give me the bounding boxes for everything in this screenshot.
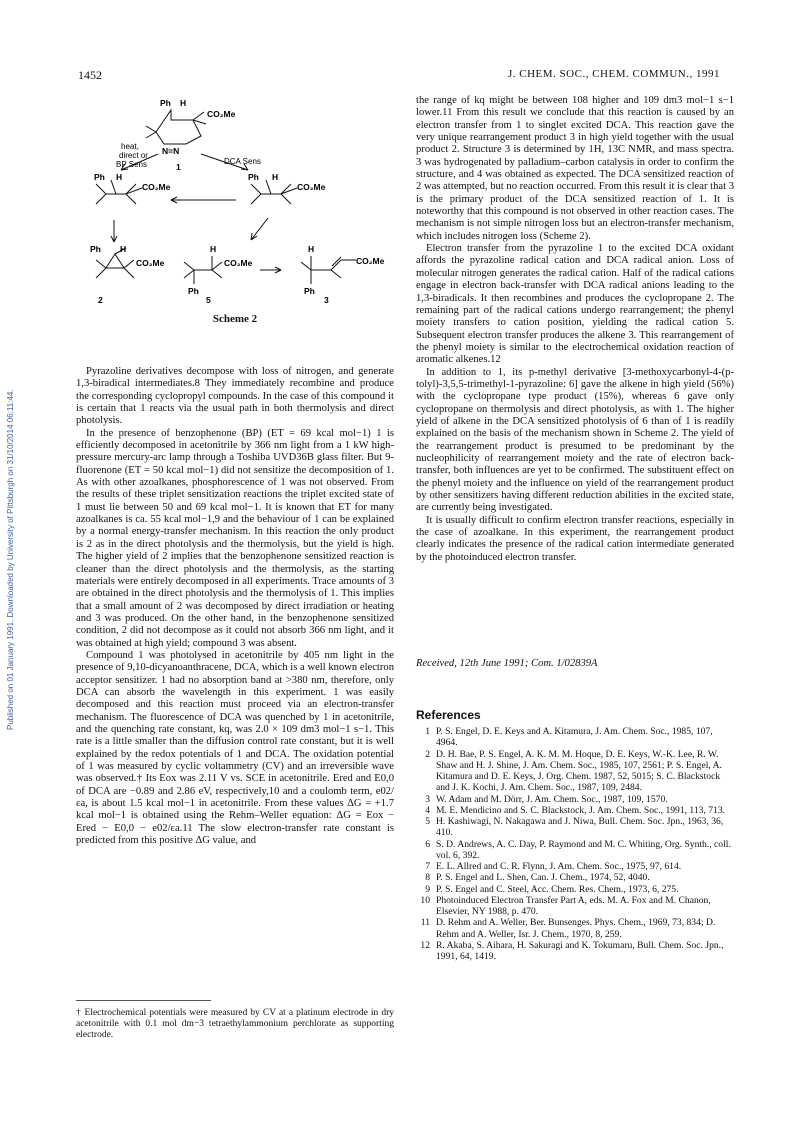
reference-item: 11 D. Rehm and A. Weller, Ber. Bunsenges. Phys. Chem., 1969, 73, 834; D. Rehm and A. Weller, Isr. J. Chem., 1970, 8, 259. (420, 917, 716, 940)
reference-item: 2 D. H. Bae, P. S. Engel, A. K. M. M. Hoque, D. E. Keys, W.-K. Lee, R. W. Shaw and H. J. Shine, J. Am. Chem. Soc., 1985, 107, 2561; P. S. Engel, A. Kitamura and D. E. Keys, J. Org. Chem. 1987, 52, 5015; S. C. Blackstock and J. K. Kochi, J. Am. Chem. Soc., 1987, 109, 2484. (425, 748, 722, 794)
scheme-direct: direct or (119, 151, 148, 160)
scheme-co2me-5: CO₂Me (224, 258, 253, 268)
scheme-co2me-3: CO₂Me (297, 182, 326, 192)
footnote: † Electrochemical potentials were measured by CV at a platinum electrode in dry acetonitrile with 0.1 mol dm−3 tetraethylammonium perchlorate as supporting electrode. (76, 1008, 394, 1040)
left-paragraph-3: Compound 1 was photolysed in acetonitrile by 405 nm light in the presence of 9,10-dicyanoanthracene, DCA, which is a well known electron acceptor sensitizer. 1 had no absorption band at >380 nm, therefore, only DCA can absorb the wavelength in this experiment. 1 was easily decomposed and this reaction must proceed via an electron-transfer mechanism. The fluorescence of DCA was quenched by 1 in acetonitrile, and the quenching rate constant, kq, was 2.0 × 109 dm3 mol−1 s−1. This rate is a little smaller than the diffusion control rate constant, but it is well explained by the redox potentials of 1 and DCA. The oxidation potential of 1 was measured by cyclic voltammetry (CV) and an irreversible wave was observed.† Its Eox was 2.11 V vs. SCE in acetonitrile. Ered and E0,0 of DCA are −0.89 and 2.86 eV, respectively,10 and a coulomb term, e02/εa, is about 1.5 kcal mol−1 in acetonitrile. From these values ΔG = +1.7 kcal mol−1 is obtained using the Rehm–Weller equation: ΔG = Eox − Ered − E0,0 − e02/εa.11 The slow electron-transfer rate constant is predicted from this positive ΔG value, and (76, 649, 394, 847)
received-line: Received, 12th June 1991; Com. 1/02839A (416, 658, 598, 669)
scheme-h-6: H (308, 244, 315, 254)
right-paragraph-3: In addition to 1, its p-methyl derivative [3-methoxycarbonyl-4-(p-tolyl)-3,5,5-trimethyl-1-pyrazoline: 6] gave the alkene in high yield (56%) with the cyclopropane type product (15%), whereas 6 gave only cyclopropane on thermolysis and direct photolysis, as with 1. The higher yield of alkene in the DCA sensitized photolysis of 6 than of 1 is readily explained on the basis of the mechanism shown in Scheme 2. The yield of the rearrangement product is presumed to be predominant by the nucleophilicity of rearrangement moiety and the rate of electron back-transfer, both influences are yet to be confirmed. The substituent effect on the phenyl moiety and the influence on yield of the rearrangement product by other sensitizers having different reduction abilities in the excited state, are currently being investigated. (416, 366, 734, 514)
reference-item: 9 P. S. Engel and C. Steel, Acc. Chem. Res. Chem., 1973, 6, 275. (425, 883, 679, 895)
scheme-h-2: H (116, 172, 123, 182)
scheme-nn: N=N (162, 146, 180, 156)
scheme-co2me-4: CO₂Me (136, 258, 165, 268)
scheme-ph-4: Ph (90, 244, 101, 254)
scheme-label-1: 1 (176, 162, 181, 172)
reference-item: 1 P. S. Engel, D. E. Keys and A. Kitamura, J. Am. Chem. Soc., 1985, 107, 4964. (425, 726, 713, 749)
download-note: Published on 01 January 1991. Downloaded by University of Pittsburgh on 31/10/2014 06:11:44. (6, 389, 15, 730)
journal-header: J. CHEM. SOC., CHEM. COMMUN., 1991 (508, 68, 720, 80)
left-paragraph-1: Pyrazoline derivatives decompose with loss of nitrogen, and generate 1,3-biradical intermediates.8 They immediately recombine and produce the corresponding cyclopropyl compounds. In the case of this compound it is certain that 1 reacts via the usual path in both thermolysis and direct photolysis. (76, 366, 394, 427)
right-column (416, 95, 734, 564)
scheme-h-4: H (120, 244, 127, 254)
scheme-co2me-6: CO₂Me (356, 256, 385, 266)
left-paragraph-2: In the presence of benzophenone (BP) (ET = 69 kcal mol−1) 1 is efficiently decomposed in acetonitrile by 366 nm light from a 1 kW high-pressure mercury-arc lamp through a Toshiba UVD36B glass filter. But 9-fluorenone (ET = 50 kcal mol−1) did not sensitize the decomposition of 1. As with other azoalkanes, phosphorescence of 1 was not observed. From the results of these triplet sensitization reactions the triplet excited state of 1 must lie between 50 and 69 kcal mol−1. It is known that ET for many azoalkanes is ca. 55 kcal mol−1,9 and the behaviour of 1 can be explained by a normal energy-transfer mechanism. In this reaction the only product is 2 as in the direct photolysis and the thermolysis, but the yield is high. The higher yield of 2 implies that the benzophenone sensitized reaction is cleaner than the direct photolysis and the thermolysis, as the starting materials were entirely decomposed in all experiments. Trace amounts of 3 are obtained in the direct photolysis and the thermolysis of 1. This implies that a small amount of 2 was decomposed by direct irradiation or heating and 3 was produced. On the other hand, in the benzophenone sensitized condition, 2 did not decompose as it could not absorb 366 nm light, and it was obtained at high yield; compound 3 was absent. (76, 427, 395, 649)
reference-item: 6 S. D. Andrews, A. C. Day, P. Raymond and M. C. Whiting, Org. Synth., coll. vol. 6, 392. (425, 838, 731, 861)
references-list (416, 726, 734, 962)
reference-item: 10 Photoinduced Electron Transfer Part A, eds. M. A. Fox and M. Chanon, Elsevier, NY 1988, p. 470. (420, 894, 711, 917)
references-heading: References (416, 708, 481, 722)
scheme-2-diagram (76, 92, 394, 332)
reference-item: 5 H. Kashiwagi, N. Nakagawa and J. Niwa, Bull. Chem. Soc. Jpn., 1963, 36, 410. (425, 816, 724, 839)
scheme-dca: DCA Sens (224, 157, 261, 166)
right-paragraph-2: Electron transfer from the pyrazoline 1 to the excited DCA oxidant affords the pyrazoline radical cation and DCA radical anion. Loss of molecular nitrogen generates the radical cation. Half of the radical cations engage in electron back-transfer with DCA radical anions leading to the 1,3-biradicals. It then recombines and produces the cyclopropane 2. The remaining part of the radical cations undergo rearrangement; the phenyl moiety transfers to cation position, yielding the radical cation 5. Subsequent electron transfer produces the alkene 3. This rearrangement of the phenyl moiety is similar to the electrochemical oxidation reaction of aromatic alkenes.12 (416, 243, 734, 366)
page-number: 1452 (78, 68, 102, 82)
footnote-rule (76, 1000, 211, 1001)
scheme-co2me-1: CO₂Me (207, 109, 236, 119)
scheme-caption: Scheme 2 (212, 313, 258, 325)
scheme-label-3: 3 (324, 295, 329, 305)
right-paragraph-4: It is usually difficult to confirm electron transfer reactions, especially in the case of azoalkane. In this experiment, the rearrangement product clearly indicates the presence of the radical cation intermediate generated by the photoinduced electron transfer. (416, 514, 734, 563)
scheme-h-5: H (210, 244, 217, 254)
scheme-ph-2: Ph (94, 172, 105, 182)
scheme-bp: BP Sens (116, 160, 147, 169)
reference-item: 4 M. E. Mendicino and S. C. Blackstock, J. Am. Chem. Soc., 1991, 113, 713. (425, 804, 726, 816)
scheme-label-2: 2 (98, 295, 103, 305)
scheme-h-3: H (272, 172, 279, 182)
right-paragraph-1: the range of kq might be between 108 higher and 109 dm3 mol−1 s−1 lower.11 From this result we conclude that this reaction is caused by an electron transfer from 1 to singlet excited DCA. This reaction gave the very unique rearrangement product 3 in high yield together with the usual product 2. Structure 3 is determined by 1H, 13C NMR, and mass spectra. 3 was hydrogenated by palladium–carbon catalysis in order to confirm the structure, and 4 was obtained as expected. The DCA sensitized reaction of 2 was attempted, but no reaction occurred. From this result it is clear that 3 is the primary product of the DCA sensitized reaction of 1. It is noteworthy that this compound is not observed in other reaction cases. The mechanism is not simple nitrogen loss but an electron-transfer mechanism, which includes nitrogen loss (Scheme 2). (416, 95, 734, 242)
scheme-h-1: H (180, 98, 187, 108)
download-watermark (4, 170, 20, 730)
reference-item: 8 P. S. Engel and L. Shen, Can. J. Chem., 1974, 52, 4040. (425, 872, 650, 884)
scheme-co2me-2: CO₂Me (142, 182, 171, 192)
scheme-heat: heat, (121, 142, 139, 151)
scheme-ph-5: Ph (188, 286, 199, 296)
scheme-label-5: 5 (206, 295, 211, 305)
reference-item: 12 R. Akaba, S. Aihara, H. Sakuragi and K. Tokumaru, Bull. Chem. Soc. Jpn., 1991, 64, 1419. (420, 939, 724, 962)
reference-item: 3 W. Adam and M. Dörr, J. Am. Chem. Soc., 1987, 109, 1570. (425, 793, 668, 805)
left-column (76, 366, 394, 847)
reference-item: 7 E. L. Allred and C. R. Flynn, J. Am. Chem. Soc., 1975, 97, 614. (425, 861, 682, 872)
scheme-ph-3: Ph (248, 172, 259, 182)
scheme-ph-1: Ph (160, 98, 171, 108)
scheme-ph-6: Ph (304, 286, 315, 296)
